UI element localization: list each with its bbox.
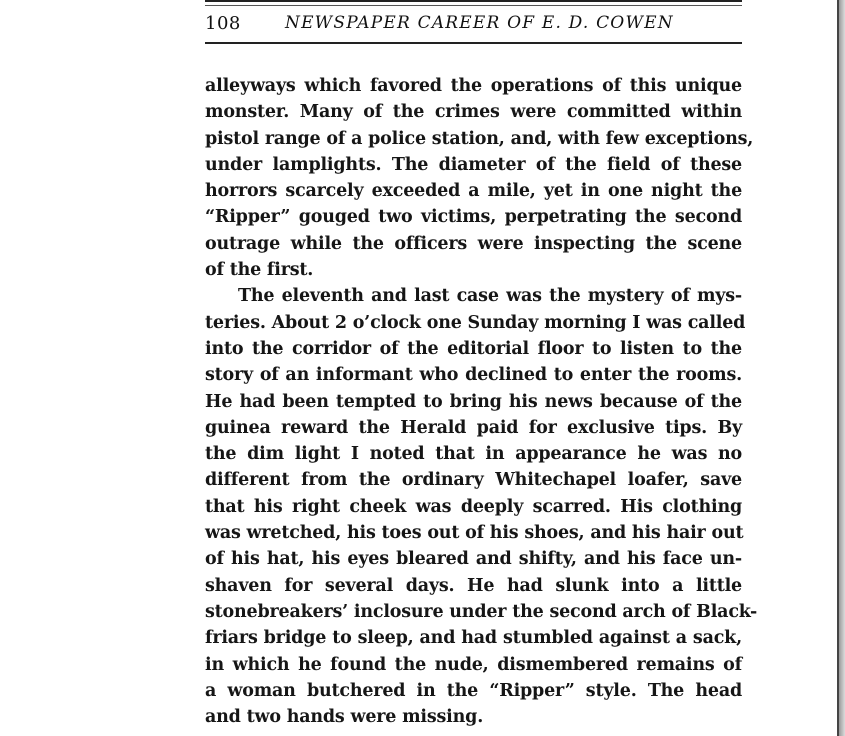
- paragraph-2: [205, 283, 758, 730]
- text-line: friars bridge to sleep, and had stumbled against a sack,: [205, 628, 742, 649]
- page-body: [205, 73, 758, 730]
- text-line: guinea reward the Herald paid for exclusive tips. By: [205, 417, 742, 438]
- text-line: a woman butchered in the “Ripper” style. The head: [205, 680, 742, 701]
- text-line: “Ripper” gouged two victims, perpetrating the second: [205, 207, 742, 228]
- text-line: under lamplights. The diameter of the field of these: [205, 154, 742, 175]
- text-line: was wretched, his toes out of his shoes, and his hair out: [205, 523, 744, 544]
- text-line: alleyways which favored the operations of this unique: [205, 76, 742, 96]
- text-line: of the first.: [205, 260, 314, 281]
- text-line: the dim light I noted that in appearance he was no: [205, 444, 742, 465]
- text-line: that his right cheek was deeply scarred. His clothing: [205, 496, 742, 517]
- text-line: story of an informant who declined to enter the rooms.: [205, 365, 742, 386]
- page-number: 108: [205, 13, 241, 34]
- paragraph-1: [205, 73, 754, 283]
- header-rule: [205, 42, 742, 44]
- text-line: shaven for several days. He had slunk into a little: [205, 575, 742, 596]
- text-line: stonebreakers’ inclosure under the second arch of Black-: [205, 601, 758, 622]
- text-line: teries. About 2 o’clock one Sunday morning I was called: [205, 312, 746, 333]
- text-line: pistol range of a police station, and, with few exceptions,: [205, 128, 754, 149]
- text-line: He had been tempted to bring his news because of the: [205, 391, 742, 412]
- text-line: The eleventh and last case was the mystery of mys-: [238, 286, 742, 307]
- text-line: in which he found the nude, dismembered remains of: [205, 654, 742, 675]
- top-page-edge-rule-secondary: [205, 5, 742, 6]
- text-line: of his hat, his eyes bleared and shifty, and his face un-: [205, 549, 742, 570]
- running-head-title: NEWSPAPER CAREER OF E. D. COWEN: [285, 13, 674, 33]
- text-line: different from the ordinary Whitechapel loafer, save: [205, 470, 742, 491]
- text-line: monster. Many of the crimes were committed within: [205, 102, 742, 123]
- text-line: and two hands were missing.: [205, 707, 484, 728]
- top-page-edge-rule: [205, 0, 742, 2]
- page-edge-shadow: [839, 0, 845, 736]
- text-line: outrage while the officers were inspecting the scene: [205, 233, 742, 254]
- text-line: horrors scarcely exceeded a mile, yet in one night the: [205, 181, 742, 202]
- text-line: into the corridor of the editorial floor to listen to the: [205, 338, 742, 359]
- page-header: [205, 9, 742, 39]
